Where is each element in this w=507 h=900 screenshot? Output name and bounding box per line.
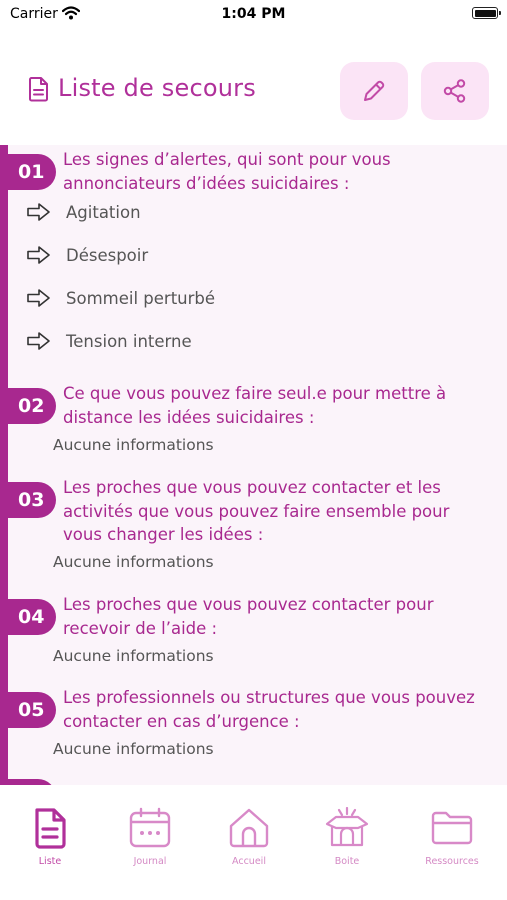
share-icon xyxy=(442,78,468,104)
section-title-line: recevoir de l’aide : xyxy=(63,618,218,638)
tab-ressources[interactable] xyxy=(412,807,492,867)
safety-list-content[interactable] xyxy=(0,145,507,785)
section-title xyxy=(63,476,499,547)
tab-label: Journal xyxy=(133,856,167,867)
section-title xyxy=(63,148,499,195)
tab-journal[interactable] xyxy=(110,807,190,867)
empty-state-text: Aucune informations xyxy=(53,647,214,665)
share-button[interactable] xyxy=(421,62,489,120)
section-title-line: contacter en cas d’urgence : xyxy=(63,711,300,731)
arrow-right-icon xyxy=(26,331,52,355)
arrow-right-icon xyxy=(26,288,52,312)
arrow-right-icon xyxy=(26,202,52,226)
empty-state-text: Aucune informations xyxy=(53,553,214,571)
section-title-line: Les signes d’alertes, qui sont pour vous xyxy=(63,150,391,169)
pencil-icon xyxy=(361,78,387,104)
calendar-icon xyxy=(128,807,172,849)
gift-box-icon xyxy=(324,807,370,849)
tab-liste[interactable] xyxy=(10,807,90,867)
list-item-label: Sommeil perturbé xyxy=(66,289,216,308)
section-number-badge: 01 xyxy=(0,154,56,190)
section-title xyxy=(63,382,499,429)
section-title-line: Les professionnels ou structures que vous pouvez xyxy=(63,688,475,707)
tab-label: Boite xyxy=(334,856,360,867)
clock: 1:04 PM xyxy=(221,6,286,22)
status-bar xyxy=(0,0,507,30)
page-title: Liste de secours xyxy=(58,74,256,102)
section-number-badge: 04 xyxy=(0,599,56,635)
list-item-label: Tension interne xyxy=(66,332,192,351)
section-number-badge: 05 xyxy=(0,692,56,728)
home-icon xyxy=(227,807,271,849)
tab-label: Liste xyxy=(38,856,62,867)
document-icon xyxy=(28,76,50,106)
page-header xyxy=(0,60,507,122)
section-number-badge: 03 xyxy=(0,482,56,518)
section-title-line: distance les idées suicidaires : xyxy=(63,407,315,427)
list-item-label: Agitation xyxy=(66,203,141,222)
section-title-line: annonciateurs d’idées suicidaires : xyxy=(63,173,350,193)
document-list-icon xyxy=(32,807,68,849)
empty-state-text: Aucune informations xyxy=(53,436,214,454)
section-title xyxy=(63,686,499,733)
battery-icon xyxy=(472,7,498,19)
empty-state-text: Aucune informations xyxy=(53,740,214,758)
section-title-line: activités que vous pouvez faire ensemble pour xyxy=(63,501,450,521)
tab-accueil[interactable] xyxy=(209,807,289,867)
edit-button[interactable] xyxy=(340,62,408,120)
section-title-line: vous changer les idées : xyxy=(63,525,264,544)
list-item-label: Désespoir xyxy=(66,246,149,265)
timeline-rail xyxy=(0,145,8,785)
tab-label: Ressources xyxy=(425,856,479,867)
tab-boite[interactable] xyxy=(307,807,387,867)
section-number-badge: 02 xyxy=(0,388,56,424)
section-title xyxy=(63,593,499,640)
folder-icon xyxy=(430,807,474,849)
tab-bar xyxy=(0,785,507,900)
carrier-label: Carrier xyxy=(10,6,58,22)
arrow-right-icon xyxy=(26,245,52,269)
tab-label: Accueil xyxy=(232,856,266,867)
section-title-line: Les proches que vous pouvez contacter et les xyxy=(63,478,441,497)
section-title-line: Ce que vous pouvez faire seul.e pour mettre à xyxy=(63,384,447,403)
section-title-line: Les proches que vous pouvez contacter pour xyxy=(63,595,434,614)
